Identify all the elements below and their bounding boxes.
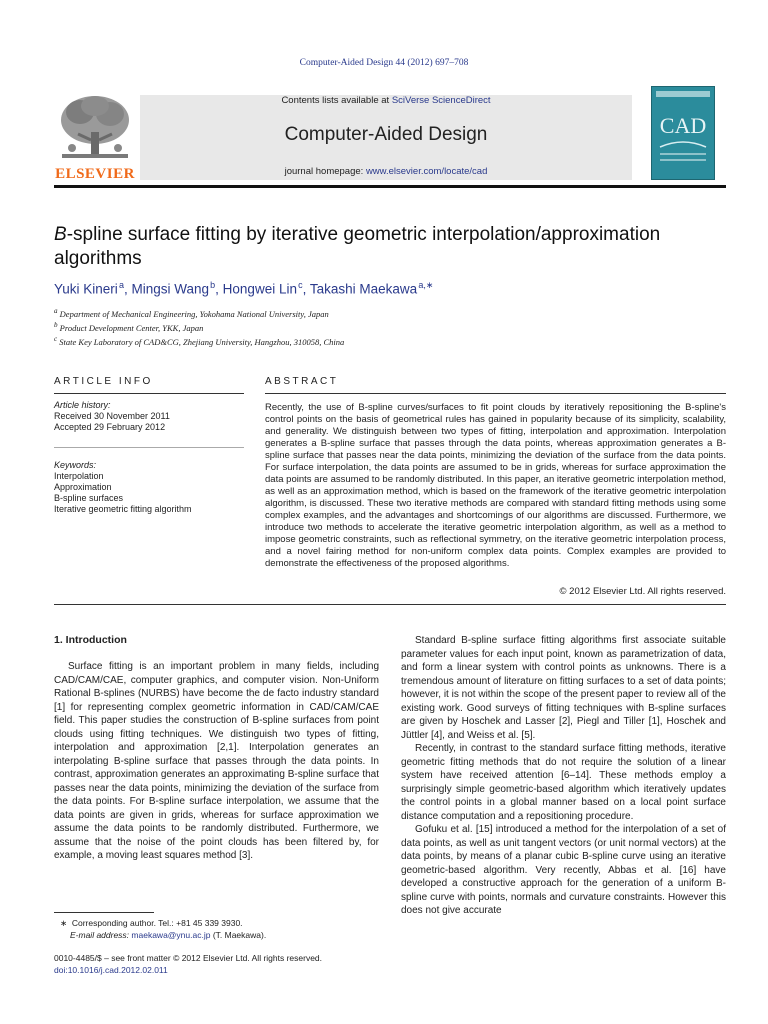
title-rest: -spline surface fitting by iterative geometric interpolation/approximation algorithms <box>54 224 661 269</box>
article-title <box>54 223 726 271</box>
author-affiliation-sup[interactable]: a,∗ <box>418 280 434 290</box>
elsevier-wordmark: ELSEVIER <box>55 166 135 182</box>
author-list: Yuki Kineri $^a$, Mingsi Wang $^b$, Hongwei Lin $^c$, Takashi Maekawa $^{a,∗}$ <box>54 280 434 297</box>
keyword: Interpolation <box>54 471 104 481</box>
keyword: Approximation <box>54 482 112 492</box>
journal-cover-image[interactable] <box>651 86 715 180</box>
keyword: Iterative geometric fitting algorithm <box>54 504 192 514</box>
email-line <box>54 929 379 941</box>
title-italic-part: B <box>54 224 67 245</box>
affiliation-sup: a <box>54 307 58 315</box>
corresponding-text: Corresponding author. Tel.: +81 45 339 3930. <box>71 918 243 928</box>
affiliation-line <box>54 335 726 347</box>
contents-prefix: Contents lists available at <box>281 95 392 106</box>
email-link[interactable]: maekawa@ynu.ac.jp <box>131 930 211 940</box>
author-affiliation-sup[interactable]: c <box>298 280 303 290</box>
author-name[interactable]: Takashi Maekawa <box>309 281 418 297</box>
cover-title: CAD <box>659 113 707 138</box>
abstract-label: ABSTRACT <box>265 376 339 387</box>
affiliation-line <box>54 307 726 319</box>
author-affiliation-sup[interactable]: b <box>210 280 216 290</box>
keywords-label: Keywords: <box>54 460 97 470</box>
body-paragraph: Gofuku et al. [15] introduced a method for the interpolation of a set of data points, as well as unit tangent vectors (or unit normal vectors) at the data points, by means of a planar cubic B-spline curve using an iterative geometric-based algorithm. Very recently, Abbas et al. [16] have developed a constructive approach for the generation of a uniform B-spline curve with points, normals and curvature constraints. However this does not give accurate <box>401 824 726 916</box>
email-suffix: (T. Maekawa). <box>210 930 267 940</box>
affiliation-text: Product Development Center, YKK, Japan <box>59 322 204 333</box>
info-divider <box>54 433 244 448</box>
homepage-line <box>140 166 632 177</box>
issn-line: 0010-4485/$ – see front matter © 2012 Elsevier Ltd. All rights reserved. <box>54 953 323 963</box>
article-info-rule <box>54 393 244 394</box>
accepted-date: Accepted 29 February 2012 <box>54 422 166 432</box>
keyword: B-spline surfaces <box>54 493 124 503</box>
email-label: E-mail address: <box>70 930 132 940</box>
affiliation-line <box>54 321 726 333</box>
article-info-label: ARTICLE INFO <box>54 376 153 387</box>
body-paragraph: Recently, in contrast to the standard surface fitting methods, iterative geometric fitting methods that do not require the solution of a linear system have received attention [6–14]. These methods employ a surprisingly simple geometric-based algorithm which iteratively updates the control points in a global manner based on a local point surface distance computation and a repositioning procedure. <box>401 743 726 822</box>
homepage-link[interactable]: www.elsevier.com/locate/cad <box>365 166 488 177</box>
issn-block <box>54 952 379 976</box>
footnote-rule <box>54 912 154 913</box>
header-rule <box>54 185 726 188</box>
homepage-prefix: journal homepage: <box>284 166 366 177</box>
abstract-bottom-rule <box>54 604 726 605</box>
corresponding-author-note: ∗ Corresponding author. Tel.: +81 45 339 3930. <box>60 918 243 928</box>
contents-line <box>140 95 632 106</box>
affiliation-text: Department of Mechanical Engineering, Yokohama National University, Japan <box>59 308 329 319</box>
journal-title: Computer-Aided Design <box>284 124 488 145</box>
received-date: Received 30 November 2011 <box>54 411 170 421</box>
body-paragraph: Standard B-spline surface fitting algorithms first associate suitable parameter values for each input point, known as parametrization of data, and form a linear system with control points as unknowns. There is a tremendous amount of literature on fitting surfaces to a set of data points; however, it is not within the scope of the present paper to review all of the existing work. Good surveys of fitting techniques with B-spline surfaces are given by Hoschek and Lasser [2], Piegl and Tiller [1], Hoschek and Jüttler [4], and Weiss et al. [5]. <box>401 635 726 741</box>
doi-link[interactable]: doi:10.1016/j.cad.2012.02.011 <box>54 965 168 975</box>
author-name[interactable]: Hongwei Lin <box>222 281 297 297</box>
affiliation-sup: b <box>54 321 58 329</box>
abstract-rule <box>265 393 726 394</box>
history-label: Article history: <box>54 400 111 410</box>
affiliation-sup: c <box>54 335 58 343</box>
journal-citation[interactable]: Computer-Aided Design 44 (2012) 697–708 <box>299 58 469 68</box>
section-heading-introduction: 1. Introduction <box>54 634 127 646</box>
affiliation-text: State Key Laboratory of CAD&CG, Zhejiang University, Hangzhou, 310058, China <box>59 336 345 347</box>
abstract-text: Recently, the use of B-spline curves/surfaces to fit point clouds by iteratively repositioning the B-spline's control points on the basis of geometrical rules has gained in popularity because of its simplicity, scalability, and generality. We distinguish between two types of fitting, interpolation and approximation. Interpolation generates a B-spline surface that passes through the data points, whereas approximation generates a B-spline surface that passes near the data points, minimizing the deviation of the surface from the data points. For surface interpolation, the data points are assumed to be in grids, whereas for surface approximation the data points are assumed to be randomly distributed. In this paper, an iterative geometric interpolation method, as well as an approximation method, which is based on the framework of the iterative geometric interpolation algorithm, is discussed. These two iterative methods are compared with standard fitting methods using some complex examples, and the advantages and shortcomings of our algorithms are discussed. Furthermore, we introduce two methods to accelerate the iterative geometric interpolation algorithm, as well as a method to impose geometric constraints, such as reflectional symmetry, on the iterative geometric interpolation process, and a novel fairing method for non-uniform complex data points. Complex examples are provided to demonstrate the effectiveness of the proposed algorithms. <box>265 402 726 569</box>
body-left-column: Surface fitting is an important problem in many fields, including CAD/CAM/CAE, computer graphics, and computer vision. Non-Uniform Rational B-splines (NURBS) have become the de facto industry standard [1] for representing complex geometric information in CAD/CAM/CAE field. This paper studies the construction of B-spline surfaces from point clouds using fitting techniques. We distinguish two types of fitting, interpolation and approximation [2,1]. Interpolation generates an interpolating B-spline surface that passes through the data points. In contrast, approximation generates an approximating B-spline surface that passes near the data points, minimizing the deviation of the surface from the data points. For B-spline surface interpolation, we assume that the data points are given in grids, whereas for surface approximation we assume the data points to be randomly distributed. Furthermore, we assume that the noise of the point clouds has been filtered by, for example, a moving least squares method [3]. <box>54 661 379 861</box>
sciencedirect-link[interactable]: SciVerse ScienceDirect <box>391 95 491 106</box>
abstract-copyright: © 2012 Elsevier Ltd. All rights reserved. <box>559 586 726 597</box>
author-name[interactable]: Mingsi Wang <box>131 281 209 297</box>
article-info-box <box>54 400 244 515</box>
footnote <box>54 917 379 941</box>
body-right-column <box>401 634 726 918</box>
author-affiliation-sup[interactable]: a <box>118 280 124 290</box>
author-name[interactable]: Yuki Kineri <box>54 281 118 297</box>
